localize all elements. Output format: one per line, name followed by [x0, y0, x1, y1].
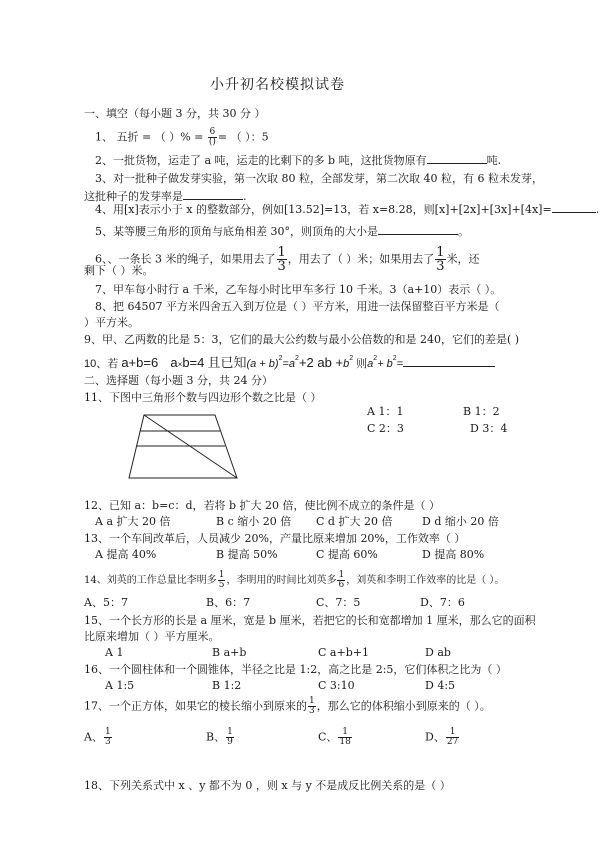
- question-14: 14、刘英的工作总量比李明多 $\frac{1}{5}$ ，李明用的时间比刘英多 $\frac{1}{6}$ ，刘英和李明工作效率的比是（ ）。: [84, 570, 505, 590]
- question-5: 5、某等腰三角形的顶角与底角相差 30°，则顶角的大小是 。: [95, 225, 469, 238]
- option-c[interactable]: C 3:10: [318, 679, 355, 692]
- fraction: $\frac{1}{3}$: [104, 727, 111, 747]
- fraction: $\frac{1}{9}$: [227, 727, 233, 747]
- fraction: $\frac{1}{6}$: [338, 570, 345, 590]
- section2-heading: 二、选择题（每小题 3 分，共 24 分）: [84, 374, 273, 387]
- option-c[interactable]: C、 $\frac{1}{18}$: [318, 727, 351, 747]
- option-a[interactable]: A 1: [105, 646, 124, 659]
- question-18: 18、下列关系式中 x 、y 都不为 0 ，则 x 与 y 不是成反比例关系的是（ ）: [84, 779, 451, 792]
- option-b[interactable]: B 提高 50%: [216, 548, 278, 561]
- question-3-line1: 3、对一批种子做发芽实验，第一次取 80 粒，全部发芽，第二次取 40 粒，有 6 粒未发芽，: [95, 172, 543, 185]
- fraction: $\frac{1}{27}$: [446, 727, 459, 747]
- question-10: 10、若 a+b=6 a×b=4 且已知$(a + b)^2=a^2+2$ ab $+b^2$ 则$a^2+ b^2=$: [84, 352, 495, 372]
- option-c[interactable]: C a+b+1: [318, 646, 369, 659]
- question-7: 7、甲车每小时行 a 千米，乙车每小时比甲车多行 10 千米。3（a+10）表示（ ）。: [95, 283, 502, 296]
- question-4: 4、用[x]表示小于 x 的整数部分，例如[13.52]=13，若 x=8.28，则[x]+[2x]+[3x]+[4x]= .: [95, 203, 600, 216]
- fraction: $\frac{1}{18}$: [339, 727, 351, 747]
- option-b[interactable]: B c 缩小 20 倍: [216, 515, 292, 528]
- option-d[interactable]: D、7：6: [420, 596, 465, 609]
- question-6-line2: 剩下（ ）米。: [84, 264, 154, 277]
- answer-blank[interactable]: [378, 224, 458, 235]
- trapezoid-figure: [127, 412, 243, 484]
- question-12: 12、已知 a：b=c：d，若将 b 扩大 20 倍，使比例不成立的条件是（ ）: [84, 499, 441, 512]
- fraction: $\frac{1}{3}$: [436, 245, 445, 274]
- question-2: 2、一批货物，运走了 a 吨，运走的比剩下的多 b 吨，这批货物原有 吨.: [95, 154, 502, 167]
- option-b[interactable]: B 1：2: [463, 405, 500, 418]
- question-16: 16、一个圆柱体和一个圆锥体，半径之比是 1:2，高之比是 2:5，它们体积之比为（ ）: [84, 663, 507, 676]
- option-a[interactable]: A、 $\frac{1}{3}$: [84, 727, 111, 747]
- option-c[interactable]: C d 扩大 20 倍: [316, 515, 393, 528]
- fraction: $\frac{1}{3}$: [309, 696, 315, 716]
- option-a[interactable]: A a 扩大 20 倍: [95, 515, 171, 528]
- fraction: $\frac{1}{5}$: [218, 570, 225, 590]
- answer-blank[interactable]: [183, 189, 243, 200]
- question-15-line2: 比原来增加（ ）平方厘米。: [84, 630, 220, 643]
- option-c[interactable]: C、7：5: [316, 596, 361, 609]
- option-a[interactable]: A 1：1: [367, 405, 404, 418]
- question-8-line1: 8、把 64507 平方米四舍五入到万位是（ ）平方米，用进一法保留整百平方米是（: [95, 300, 500, 313]
- page-title: 小升初名校模拟试卷: [210, 77, 345, 93]
- question-3-line2: 这批种子的发芽率是 .: [84, 190, 247, 203]
- question-1: 1、 五折 = （ ）% = $\frac{6}{()}$ = （ ）：5: [95, 127, 269, 147]
- question-17: 17、一个正方体，如果它的棱长缩小到原来的 $\frac{1}{3}$ ，那么它的体积缩小到原来的（ ）。: [84, 696, 491, 716]
- option-d[interactable]: D 3：4: [470, 422, 508, 435]
- option-d[interactable]: D ab: [425, 646, 451, 659]
- option-a[interactable]: A、5：7: [84, 596, 128, 609]
- option-b[interactable]: B、 $\frac{1}{9}$: [206, 727, 233, 747]
- fraction: $\frac{1}{3}$: [277, 245, 286, 274]
- question-6-line1: 6、、一条长 3 米的绳子，如果用去了 $\frac{1}{3}$ ，用去了（ ）米；如果用去了 $\frac{1}{3}$ 米，还: [95, 245, 480, 274]
- option-c[interactable]: C 提高 60%: [316, 548, 378, 561]
- answer-blank[interactable]: [552, 202, 596, 213]
- option-d[interactable]: D 4:5: [425, 679, 456, 692]
- fraction: $\frac{6}{()}$: [208, 127, 216, 147]
- option-a[interactable]: A 1:5: [105, 679, 135, 692]
- option-d[interactable]: D 提高 80%: [422, 548, 485, 561]
- question-11: 11、下图中三角形个数与四边形个数之比是（ ）: [84, 391, 322, 404]
- option-b[interactable]: B、6：7: [206, 596, 251, 609]
- option-a[interactable]: A 提高 40%: [95, 548, 157, 561]
- question-15-line1: 15、一个长方形的长是 a 厘米，宽是 b 厘米，若把它的长和宽都增加 1 厘米，那么它的面积: [84, 614, 536, 627]
- question-9: 9、甲、乙两数的比是 5：3，它们的最大公约数与最小公倍数的和是 240，它们的差是( ): [84, 333, 520, 346]
- option-c[interactable]: C 2：3: [367, 422, 404, 435]
- option-d[interactable]: D d 缩小 20 倍: [422, 515, 499, 528]
- option-b[interactable]: B a+b: [212, 646, 247, 659]
- question-8-line2: ）平方米。: [84, 316, 139, 329]
- answer-blank[interactable]: [403, 356, 495, 367]
- question-13: 13、一个车间改革后，人员减少 20%，产量比原来增加 20%，工作效率（ ）: [84, 532, 466, 545]
- option-b[interactable]: B 1:2: [212, 679, 242, 692]
- section1-heading: 一、填空（每小题 3 分，共 30 分 ）: [84, 107, 266, 120]
- option-d[interactable]: D、 $\frac{1}{27}$: [425, 727, 459, 747]
- answer-blank[interactable]: [427, 153, 487, 164]
